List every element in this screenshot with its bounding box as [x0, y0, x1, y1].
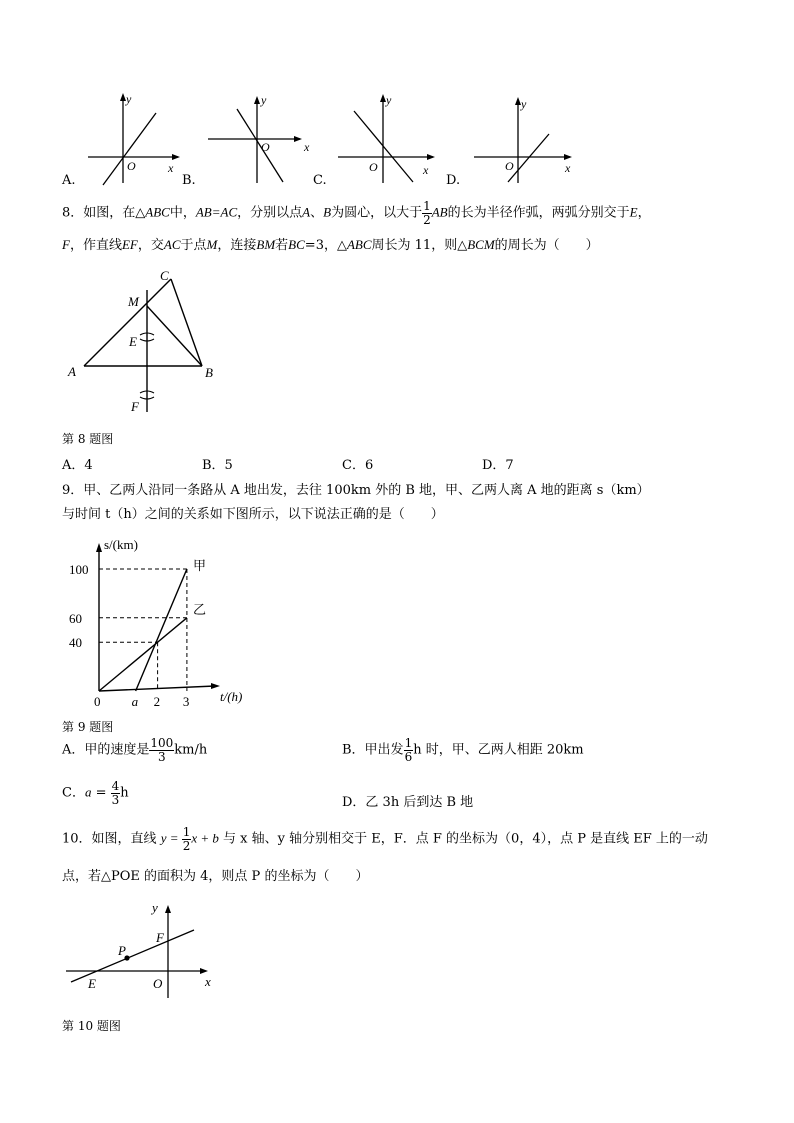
q9-option-d: D．乙 3h 后到达 B 地 — [342, 795, 474, 810]
q8-option-a: A．4 — [62, 458, 93, 473]
q8-label-b: B — [205, 365, 213, 380]
q9-y-axis-label: s/(km) — [104, 537, 138, 552]
q9-x-axis-label: t/(h) — [220, 689, 243, 704]
q9-series-line-0 — [136, 569, 187, 691]
q7c-x-label: x — [423, 163, 429, 177]
q9-series-label-jia: 甲 — [193, 558, 207, 573]
q7-graph-d — [474, 97, 572, 183]
q8-caption: 第 8 题图 — [62, 432, 114, 446]
q8-figure — [60, 262, 220, 420]
q7-graph-a — [88, 92, 180, 185]
q8-half-fraction: $\frac{1}{2}$ — [423, 199, 431, 227]
q9-series-label-yi: 乙 — [193, 602, 207, 617]
q9-x-tick-0: 0 — [94, 694, 101, 709]
q10-y-label: y — [152, 900, 158, 915]
q8-stem-line2: F，作直线EF，交AC于点M，连接BM若BC=3，△ABC周长为 11，则△BCM的周长为（ ） — [62, 237, 599, 253]
q8-stem-line1: 8．如图，在△ABC中，AB=AC，分别以点A、B为圆心，以大于 $\frac{1}{2}$ AB的长为半径作弧，两弧分别交于E， — [62, 199, 651, 227]
q9-y-tick-60: 60 — [69, 610, 82, 626]
q7-option-a-label: A. — [62, 173, 76, 188]
q9-series-line-1 — [99, 618, 187, 691]
q9-caption: 第 9 题图 — [62, 720, 114, 734]
q9-stem-line1: 9．甲、乙两人沿同一条路从 A 地出发，去往 100km 外的 B 地，甲、乙两人离 A 地的距离 s（km） — [62, 483, 650, 498]
q9-x-tick-2: 2 — [153, 694, 161, 709]
q8-label-c: C — [160, 268, 169, 283]
q9-y-tick-100: 100 — [69, 562, 89, 577]
q9-option-b: B．甲出发 $\frac{1}{6}$ h 时，甲、乙两人相距 20km — [342, 736, 584, 764]
q10-origin: O — [153, 976, 163, 991]
q10-x-label: x — [205, 974, 211, 989]
q7a-origin: O — [127, 159, 136, 173]
q10-caption: 第 10 题图 — [62, 1019, 121, 1033]
q10-label-e: E — [88, 976, 96, 991]
q8-option-b: B．5 — [202, 458, 233, 473]
q7-option-c-label: C. — [313, 173, 327, 188]
q7b-y-label: y — [261, 93, 267, 107]
q7a-y-label: y — [126, 92, 132, 106]
q9-y-tick-40: 40 — [69, 635, 82, 651]
q10-figure — [60, 895, 225, 1005]
q7c-y-label: y — [386, 93, 392, 107]
q8-label-f: F — [131, 399, 139, 414]
q9-stem-line2: 与时间 t（h）之间的关系如下图所示，以下说法正确的是（ ） — [62, 507, 444, 522]
q9-x-tick-3: 3 — [182, 694, 190, 709]
q9-option-a: A．甲的速度是 $\frac{100}{3}$ km/h — [62, 736, 208, 764]
q7c-origin: O — [369, 160, 378, 174]
q10-label-f: F — [156, 930, 164, 945]
q8-label-a: A — [68, 364, 76, 379]
q7-option-d-label: D. — [446, 173, 461, 188]
q7a-x-label: x — [168, 161, 174, 175]
q7-option-b-label: B. — [182, 173, 196, 188]
q7-graph-c — [338, 93, 435, 183]
q9-chart — [55, 530, 255, 710]
q10-stem-line2: 点，若△POE 的面积为 4，则点 P 的坐标为（ ） — [62, 869, 369, 884]
q8-option-d: D．7 — [482, 458, 514, 473]
q7b-x-label: x — [304, 140, 310, 154]
q9-x-tick-a: a — [131, 694, 139, 709]
q8-label-e: E — [129, 334, 137, 349]
q7d-y-label: y — [521, 97, 527, 111]
q7-graph-b — [208, 93, 310, 183]
q7d-x-label: x — [565, 161, 571, 175]
q7d-origin: O — [505, 159, 514, 173]
q10-label-p: P — [118, 943, 126, 958]
q8-label-m: M — [128, 294, 139, 309]
q8-option-c: C．6 — [342, 458, 374, 473]
q9-option-c: C．a = $\frac{4}{3}$ h — [62, 779, 129, 807]
q7b-origin: O — [261, 140, 270, 154]
q10-stem-line1: 10．如图，直线 y = $\frac{1}{2}$ x + b 与 x 轴、y 轴分别相交于 E，F．点 F 的坐标为（0，4），点 P 是直线 EF 上的一动 — [62, 825, 708, 853]
